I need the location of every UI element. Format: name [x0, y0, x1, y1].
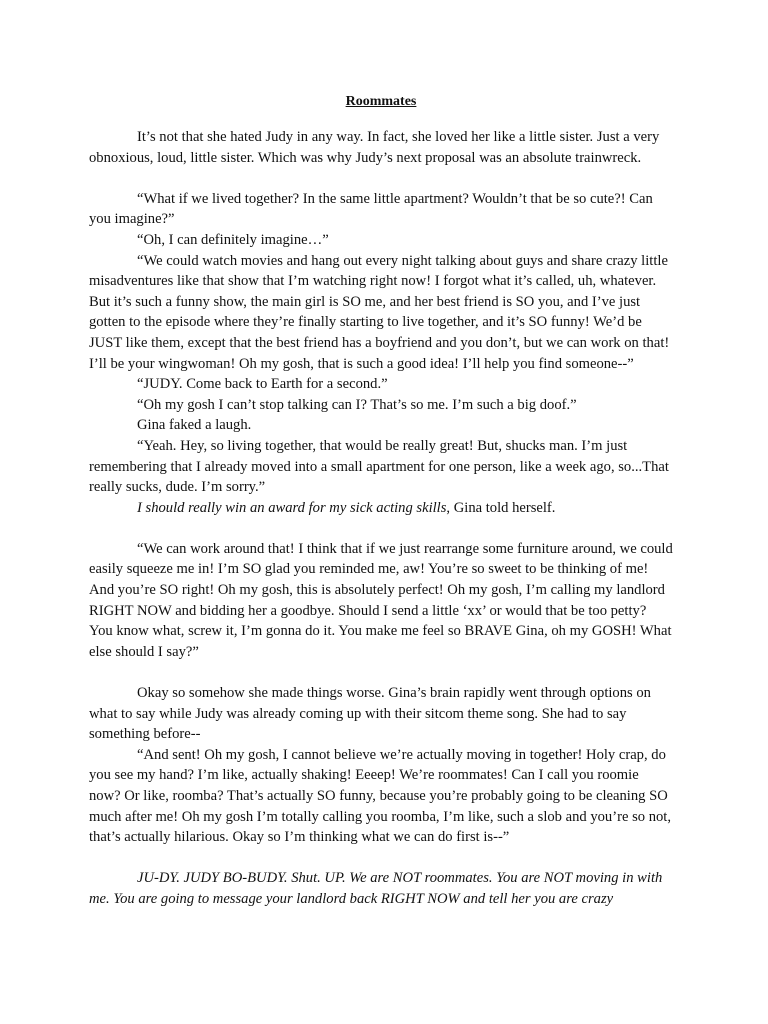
dialogue-line: “We could watch movies and hang out every night talking about guys and share crazy little misadventures like that show that I’m watching right now! I forgot what it’s called, uh, whatever. But it’s such a funny show, the main girl is SO me, and her best friend is SO you, and I’ve just gotten to the episode where they’re finally starting to live together, and it’s SO funny! We’d be JUST like them, except that the best friend has a boyfriend and you don’t, but we can work on that! I’ll be your wingwoman! Oh my gosh, that is such a good idea! I’ll help you find someone--”	[89, 252, 670, 372]
dialogue-line: “Oh my gosh I can’t stop talking can I? That’s so me. I’m such a big doof.”	[137, 396, 577, 413]
thought-line	[89, 498, 673, 519]
thought-tail: , Gina told herself.	[446, 499, 556, 516]
paragraph-gap	[89, 848, 673, 869]
paragraph: Okay so somehow she made things worse. Gina’s brain rapidly went through options on what to say while Judy was already coming up with their sitcom theme song. She had to say something before--	[89, 685, 651, 743]
document-page	[89, 92, 673, 910]
dialogue-line: “And sent! Oh my gosh, I cannot believe we’re actually moving in together! Holy crap, do you see my hand? I’m like, actually shaking! Eeeep! We’re roommates! Can I call you roomie now? Or like, roomba? That’s actually SO funny, because you’re probably going to be cleaning SO much after me! Oh my gosh I’m totally calling you roomba, I’m like, such a slob and you’re so not, that’s actually hilarious. Okay so I’m thinking what we can do first is--”	[89, 746, 671, 846]
dialogue-line: “Oh, I can definitely imagine…”	[137, 231, 329, 248]
dialogue-line: “What if we lived together? In the same little apartment? Wouldn’t that be so cute?! Can you imagine?”	[89, 190, 653, 228]
paragraph-gap	[89, 168, 673, 189]
paragraph-gap	[89, 662, 673, 683]
paragraph: It’s not that she hated Judy in any way. In fact, she loved her like a little sister. Just a very obnoxious, loud, little sister. Which was why Judy’s next proposal was an absolute trainwreck.	[89, 129, 660, 166]
narration-line: Gina faked a laugh.	[137, 417, 252, 434]
dialogue-line: “Yeah. Hey, so living together, that would be really great! But, shucks man. I’m just remembering that I already moved into a small apartment for one person, like a week ago, so...That really sucks, dude. I’m sorry.”	[89, 437, 669, 496]
dialogue-line: “JUDY. Come back to Earth for a second.”	[137, 376, 388, 393]
paragraph-gap	[89, 518, 673, 539]
thought-line: JU-DY. JUDY BO-BUDY. Shut. UP. We are NOT roommates. You are NOT moving in with me. You are going to message your landlord back RIGHT NOW and tell her you are crazy	[89, 870, 663, 907]
document-title: Roommates	[345, 94, 417, 109]
dialogue-line: “We can work around that! I think that if we just rearrange some furniture around, we could easily squeeze me in! I’m SO glad you reminded me, aw! You’re so sweet to be thinking of me! And you’re SO right! Oh my gosh, this is absolutely perfect! Oh my gosh, I’m calling my landlord RIGHT NOW and bidding her a goodbye. Should I send a little ‘xx’ or would that be too petty? You know what, screw it, I’m gonna do it. You make me feel so BRAVE Gina, oh my GOSH! What else should I say?”	[89, 540, 673, 660]
thought-italic: I should really win an award for my sick acting skills	[137, 499, 447, 516]
